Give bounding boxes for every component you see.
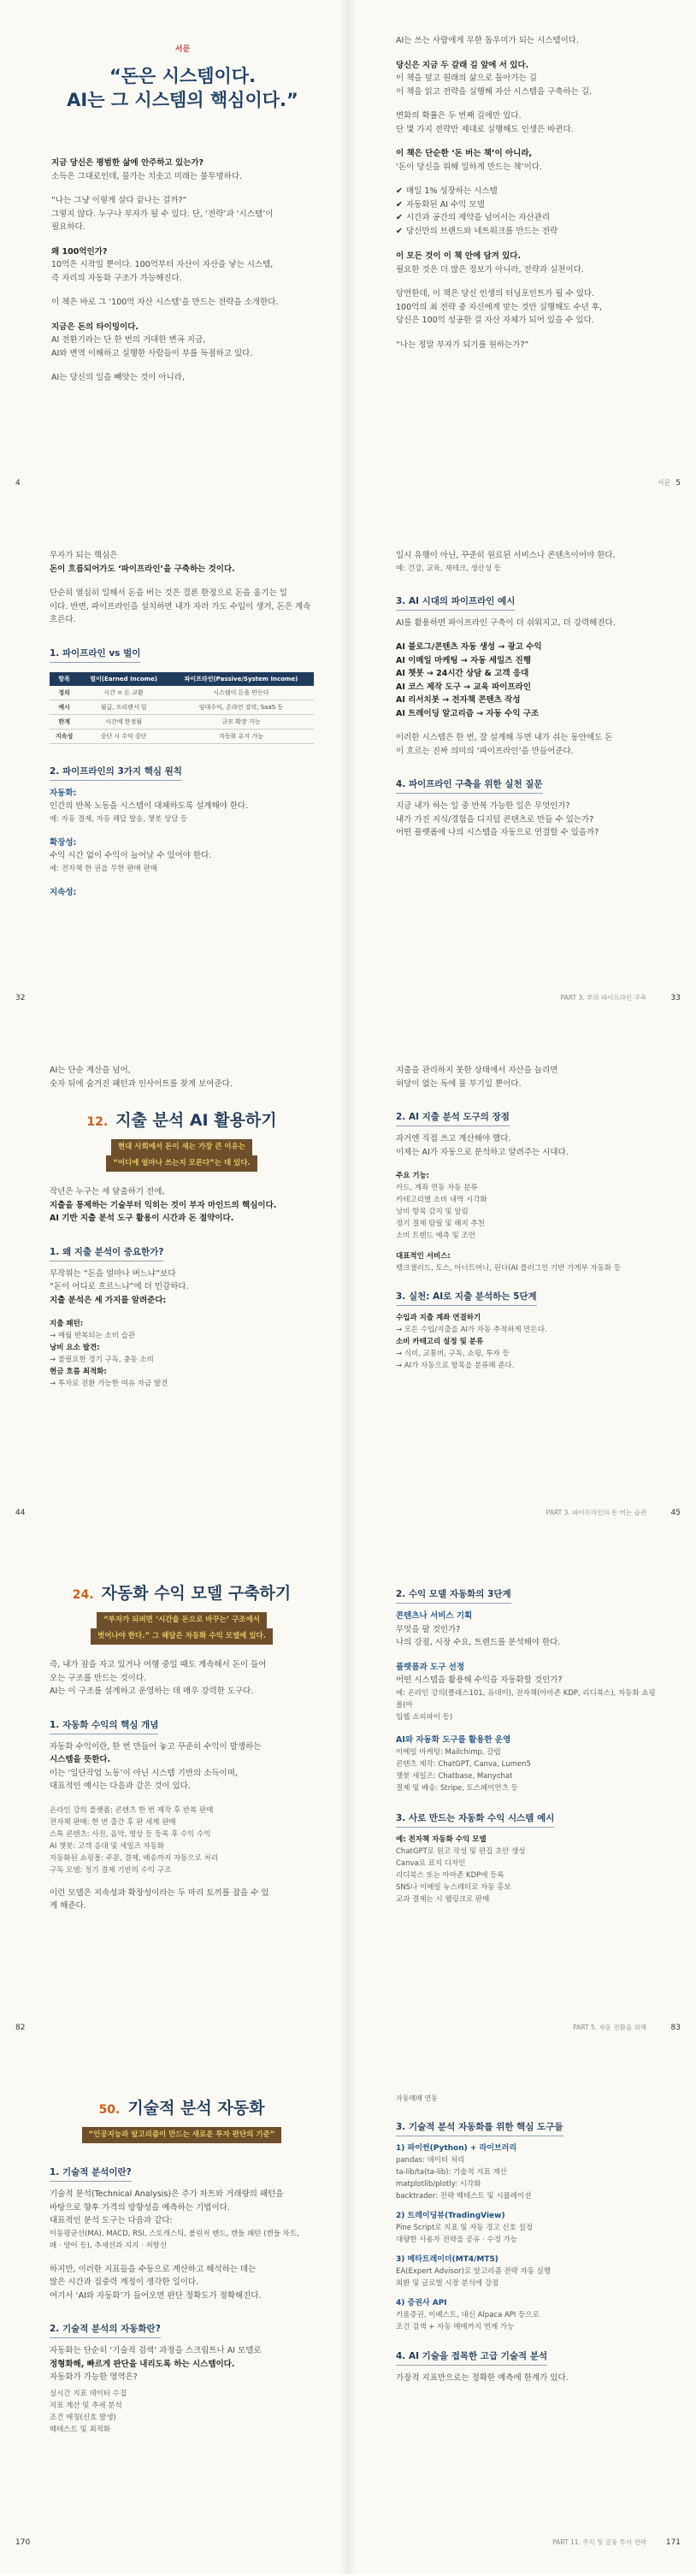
tool-list: 3) 메타트레이더(MT4/MT5) EA(Expert Advisor)로 알고리즘 전략 자동 실행 외환 및 글로벌 시장 분석에 강점 (396, 2255, 551, 2288)
table-row: 예시 월급, 프리랜서 일 임대수익, 온라인 강의, SaaS 등 (50, 700, 314, 714)
paragraph: AI는 쓰는 사람에게 무한 돕우미가 되는 시스템이다. (396, 36, 579, 45)
page-4 (0, 0, 348, 515)
page-number: 33 (670, 994, 681, 1002)
table-row: 한계 시간에 한정됨 규모 확장 가능 (50, 714, 314, 729)
section-heading: 1. 자동화 수익의 핵심 개념 (50, 1718, 158, 1734)
paragraph: 지속성: (50, 887, 77, 897)
page-number: 171 (665, 2538, 681, 2547)
paragraph: AI는 당신의 일을 빼앗는 것이 아니라, (51, 373, 185, 382)
running-header: PART 3. 파이프라인의 돈 버는 습관 (546, 1509, 646, 1516)
paragraph: 이러한 시스템은 한 번, 잘 설계해 두면 내가 쉬는 동안에도 돈 이 흐르는 진짜 의미의 ‘파이프라인’을 만들어준다. (396, 733, 613, 756)
tool-list: 1) 파이썬(Python) + 라이브러리 pandas: 데이터 처리 ta-lib/ta(ta-lib): 기술적 지표 계산 matplotlib/plotly: 시각화 backtrader: 전략 백테스트 및 시뮬레이션 (396, 2144, 532, 2201)
paragraph: 자동화 수익이란, 한 번 만들어 놓고 꾸준히 수익이 발생하는 시스템을 뜻한다. 이는 ‘일단작업 노동’이 아닌 시스템 기반의 소득이며, 대표적인 예시는 다음과 같은 것이 있다. (50, 1741, 262, 1791)
chapter-title: 50. 기술적 분석 자동화 (98, 2099, 265, 2118)
list-item: ✔ 매일 1% 성장하는 시스템 (396, 186, 498, 196)
section-heading: 2. 파이프라인의 3가지 핵심 원칙 (50, 765, 182, 781)
feature-list: 주요 기능: 카드, 계좌 연동 자동 분류 카테고리별 소비 내역 시각화 낭비 항목 감지 및 알림 정기 결제 탐필 및 해지 추천 소비 트렌드 예측 및 조언 (396, 1172, 487, 1240)
section-heading: 2. AI 지출 분석 도구의 장점 (396, 1110, 510, 1126)
item-list: 실시간 지표 데이터 수집 지표 계산 및 추세 분석 조건 매칭(신호 발생) 백테스트 및 최적화 (50, 2389, 127, 2434)
preface-label: 서문 (174, 45, 191, 54)
paragraph: 무작위는 “돈을 얼마나 버느냐”보다 “돈이 어디로 흐르느냐”에 더 민감하다. 지출 분석은 세 가지를 알려준다: (50, 1268, 189, 1305)
page-number: 45 (670, 1509, 681, 1517)
paragraph: 당연한데, 이 책은 당신 인생의 터닝포인트가 될 수 있다. 100억의 최 전략 중 자신에게 맞는 것만 실행해도 수년 후, 당신은 100억 성공한 걸 자산 자체가 되어 있을 수 있다. (396, 289, 603, 325)
page-82 (0, 1545, 348, 2059)
paragraph: 이 모든 것이 이 책 안에 담겨 있다. 필요한 것은 더 많은 정보가 아니라, 전략과 실천이다. (396, 251, 584, 275)
paragraph: 자동화: 인간의 반복 노동을 시스템이 대체하도록 설계해야 한다. 예: 자동 결제, 자동 해답 발송, 챗봇 상담 등 (50, 788, 249, 824)
chapter-title: 12. 지출 분석 AI 활용하기 (86, 1111, 277, 1130)
chapter-banner: “인공지능과 알고리즘이 만드는 새로운 투자 판단의 기준” (50, 2127, 314, 2143)
example-list: 예: 전자책 자동화 수익 모델 ChatGPT로 원고 작성 및 편집 초안 생성 Canva로 표지 디자인 리디북스 또는 아마존 KDP에 등록 SNS나 이메일 뉴스레터로 자동 홍보 교과 결제는 시 웹링크로 판매 (396, 1835, 526, 1904)
paragraph: “나는 그냥 이렇게 살다 끝나는 걸까?” 그렇지 않다. 누구나 부자가 될 수 있다. 단, ‘전략’과 ‘시스템’이 필요하다. (51, 196, 274, 232)
check-icon: ✔ (396, 213, 403, 222)
paragraph: 단순히 열심히 일해서 돈을 버는 것은 결론 한정으로 돈을 움기는 일 이다. 반면, 파이프라인을 설치하면 내가 자러 가도 수입이 생겨, 돈은 계속 흐른다. (50, 588, 311, 624)
chapter-title: 24. 자동화 수익 모델 구축하기 (72, 1584, 292, 1603)
tool-list: 4) 증권사 API 키움증권, 이베스트, 대신 Alpaca API 등으로 조건 검색 + 자동 매매까지 연계 가능 (396, 2299, 540, 2331)
chapter-banner: 현대 사회에서 돈이 새는 가장 큰 이유는 “어디에 얼마나 쓰는지 모른다”는 데 있다. (50, 1139, 314, 1172)
check-icon: ✔ (396, 186, 403, 196)
paragraph: 이런 모델은 지속성과 확장성이라는 두 마리 토끼를 잡을 수 있 게 해준다. (50, 1888, 269, 1911)
list-item: ✔ 당신만의 브랜드와 네트워크를 만드는 전략 (396, 226, 558, 236)
paragraph: 지금 당신은 평범한 삶에 안주하고 있는가? 소득은 그대로인데, 물가는 치솟고 미래는 불투명하다. (51, 158, 243, 181)
item-list: 지출 패턴: → 매월 반복되는 소비 습관 낭비 요소 발견: → 불필요한 정기 구독, 충동 소비 현금 흐름 최적화: → 투자로 전환 가능한 여유 자금 발견 (50, 1320, 168, 1388)
page-45 (348, 1030, 696, 1545)
paragraph: 기술적 분석(Technical Analysis)은 주가 차트와 거래량의 패턴을 바탕으로 향후 가격의 방향성을 예측하는 기법이다. 대표적인 분석 도구는 다음과 같다: 이동평균선(MA), MACD, RSI, 스토캐스틱, 볼린저 밴드, 캔들 패턴 (캔들 차트, 패 · 양어 등), 추세선과 지지 · 저항선 (50, 2189, 299, 2250)
spread-spending (0, 1030, 696, 1545)
page-32 (0, 515, 348, 1030)
paragraph: 과거엔 직접 쓰고 계산해야 했다. 이제는 AI가 자동으로 분석하고 알려주는 시대다. (396, 1134, 569, 1157)
table-row: 정의 시간 = 돈 교환 시스템이 돈을 만든다 (50, 686, 314, 700)
paragraph: 플랫폼과 도구 선정 어떤 시스템을 활용해 수익을 자동화할 것인가? 예: 온라인 강의(클래스101, 유데미), 전자책(아마존 KDP, 리디북스), 자동화 쇼핑몰(아 임웹 쇼피파이 등) (396, 1662, 656, 1722)
page-number: 32 (15, 994, 26, 1002)
chapter-banner: “부자가 되려면 ‘시간을 돈으로 바꾸는’ 구조에서 벗어나야 한다.” 그 해답은 자동화 수익 모델에 있다. (50, 1612, 314, 1645)
section-heading: 3. AI 시대의 파이프라인 예시 (396, 594, 515, 611)
spread-pipeline (0, 515, 696, 1030)
page-83 (348, 1545, 696, 2059)
paragraph: 무자가 되는 핵심은 돈이 흐름되어가도 ‘파이프라인’을 구축하는 것이다. (50, 551, 235, 574)
comparison-table (50, 672, 314, 744)
paragraph: 이 책은 바로 그 ‘100억 자산 시스템’을 만드는 전략을 소개한다. (51, 298, 279, 307)
paragraph: 확장성: 수익 시간 없이 수익이 늘어날 수 있어야 한다. 예: 전자책 한 권을 무한 판매 판매 (50, 837, 212, 873)
paragraph: 일시 유행이 아닌, 꾸준히 원료된 서비스나 콘텐츠이어야 한다. 예: 건강, 교육, 재테크, 생산성 등 (396, 551, 616, 573)
page-number: 4 (15, 479, 21, 487)
page-44 (0, 1030, 348, 1545)
paragraph: 변화의 확률은 두 번째 길에만 있다. 단 몇 가지 전략만 제대로 실행해도 인생은 바뀐다. (396, 111, 574, 134)
example-list: AI 블로그/콘텐츠 자동 생성 → 광고 수익 AI 이메일 마케팅 → 자동 세일즈 진행 AI 챗봇 → 24시간 상담 & 고객 응대 AI 코스 제작 도구 → 교육 파이프라인 AI 리서치봇 → 전자책 콘텐츠 작성 AI 트레이딩 알고리즘 → 자동 수익 구조 (396, 642, 542, 718)
page-171 (348, 2059, 696, 2574)
list-item: ✔ 시간과 공간의 제약을 넘어서는 자산관리 (396, 213, 551, 222)
paragraph: AI는 단순 계산을 넘어, 숫자 뒤에 숨겨진 패턴과 인사이트를 찾게 보여준다. (50, 1066, 233, 1089)
section-heading: 4. 파이프라인 구축을 위한 실천 질문 (396, 777, 543, 794)
page-number: 83 (670, 2024, 681, 2032)
page-5 (348, 0, 696, 515)
top-caption: 자동매매 연동 (396, 2094, 438, 2102)
running-header: PART 3. 부의 파이프라인 구축 (560, 994, 646, 1001)
paragraph: 작년은 누구는 세 달출하기 전에, 지출을 통제하는 기술부터 익히는 것이 부자 마인드의 핵심이다. AI 기반 지출 분석 도구 활용이 시간과 돈 절약이다. (50, 1187, 277, 1223)
section-heading: 1. 기술적 분석이란? (50, 2165, 132, 2182)
page-33 (348, 515, 696, 1030)
example-list: 온라인 강의 플랫폼: 콘텐츠 한 번 제작 후 반복 판매 전자책 판매: 한 번 출간 후 판 세계 판매 스톡 콘텐츠: 사진, 음악, 영상 등 등록 후 수익 수익 AI 챗봇: 고객 응대 및 세일즈 자동화 자동화된 쇼핑몰: 주문, 결제, 배송까지 자동으로 처리 구독 모델: 정기 결제 기반의 수익 구조 (50, 1805, 218, 1875)
paragraph: 지금 내가 하는 일 중 반복 가능한 일은 무엇인가? 내가 가진 지식/경험을 디지털 콘텐츠로 만들 수 있는가? 어떤 플랫폼에 나의 시스템을 자동으로 연결할 수 있을까? (396, 801, 599, 837)
section-heading: 1. 왜 지출 분석이 중요한가? (50, 1245, 163, 1261)
section-heading: 3. 사로 만드는 자동화 수익 시스템 예시 (396, 1811, 554, 1828)
section-heading: 3. 실천: AI로 지출 분석하는 5단계 (396, 1290, 537, 1306)
page-number: 44 (15, 1509, 26, 1517)
paragraph: 자동화는 단순히 ‘기술적 검색’ 과정을 스크립트나 AI 모델로 정형화해, 빠르게 판단을 내리도록 하는 시스템이다. 자동화가 가능한 영역은? (50, 2346, 262, 2382)
section-heading: 1. 파이프라인 vs 벌이 (50, 647, 140, 663)
check-icon: ✔ (396, 226, 403, 236)
page-number: 82 (15, 2024, 26, 2032)
running-header: PART 11. 주식 및 금융 투자 전략 (552, 2538, 646, 2546)
paragraph: 당신은 지금 두 갈래 길 앞에 서 있다. 이 책을 덮고 원래의 삶으로 돌아가는 길 이 책을 읽고 전략을 실행해 자산 시스템을 구축하는 길. (396, 60, 593, 97)
page-170 (0, 2059, 348, 2574)
paragraph: 지금은 돈의 타이밍이다. AI 전환기라는 단 한 번의 거대한 변곡 지금, AI와 변역 이해하고 실행한 사람들이 부를 독점하고 있다. (51, 322, 253, 358)
section-heading: 3. 기술적 분석 자동화를 위한 핵심 도구들 (396, 2120, 563, 2136)
table-row: 지속성 중단 시 수익 중단 자동화 유지 가능 (50, 729, 314, 743)
spread-preface (0, 0, 696, 515)
paragraph: 하지만, 이러한 지표들을 수동으로 계산하고 해석하는 데는 많은 시간과 집중력 계정이 생각한 일이다. 여기서 ‘AI와 자동화’가 들어오면 판단 정확도가 정확해진다. (50, 2264, 262, 2301)
tool-list: 2) 트레이딩뷰(TradingView) Pine Script로 지표 및 자동 경고 신호 설정 대량한 사용자 전략을 공유 · 수정 가능 (396, 2212, 534, 2244)
paragraph: “나는 정말 부자가 되기를 원하는가?” (396, 340, 529, 350)
paragraph: 지출을 관리하지 못한 상태에서 자산을 늘리면 허당이 없는 독에 물 부기일 뿐이다. (396, 1066, 558, 1089)
page-number: 170 (15, 2538, 31, 2547)
service-list: 대표적인 서비스: 뱅크샐러드, 토스, 아너트머니, 핀다(AI 플러그인 기반 가계부 자동화 등 (396, 1252, 622, 1273)
spread-automation (0, 1545, 696, 2059)
list-item: ✔ 자동화된 AI 수익 모델 (396, 199, 485, 210)
tool-list: AI와 자동화 도구를 활용한 운영 이메일 마케팅: Mailchimp, 갈럽 콘텐츠 제작: ChatGPT, Canva, Lumen5 챗봇 세일즈: Chatbase, Manychat 결제 및 배송: Stripe, 토스페이먼츠 등 (396, 1734, 531, 1793)
section-heading: 4. AI 기술을 접목한 고급 기술적 분석 (396, 2349, 547, 2366)
section-heading: 2. 수익 모델 자동화의 3단계 (396, 1587, 511, 1604)
preface-title: “돈은 시스템이다. AI는 그 시스템의 핵심이다.” (67, 66, 298, 110)
table-header-row: 항목 벌이(Earned Income) 파이프라인(Passive/System Income) (50, 672, 314, 686)
paragraph: AI를 활용하면 파이프라인 구축이 더 쉬워지고, 더 강력해진다. (396, 617, 616, 628)
spread-technical-analysis (0, 2059, 696, 2574)
check-icon: ✔ (396, 199, 403, 210)
paragraph: 왜 100억인가? 10억은 시작일 뿐이다. 100억부터 자산이 자산을 낳는 시스템, 즉 자리의 자동화 구조가 가능해진다. (51, 246, 274, 283)
section-heading: 2. 기술적 분석의 자동화란? (50, 2322, 161, 2338)
page-number: 서문 5 (657, 479, 681, 487)
paragraph: 콘텐츠나 서비스 기획 무엇을 팔 것인가? 나의 강점, 시장 수요, 트렌드를 분석해야 한다. (396, 1611, 561, 1647)
paragraph: 이 책은 단순한 ‘돈 버는 책’이 아니라, ‘돈이 당신을 위해 일하게 만드는 책’이다. (396, 149, 542, 172)
paragraph: 즉, 내가 잠을 자고 있거나 여행 중일 때도 계속해서 돈이 들어 오는 구조를 만드는 것이다. AI는 이 구조를 설계하고 운영하는 데 매우 강력한 도구다. (50, 1660, 267, 1696)
checklist (396, 185, 658, 238)
running-header: PART 5. 자동 전환을 위해 (573, 2024, 646, 2031)
step-list: 수입과 지출 계좌 연결하기 → 모든 수입/지출을 AI가 자동 추적하게 만든다. 소비 카테고리 설정 및 분류 → 식비, 교통비, 구독, 쇼핑, 투자 등 → AI가 자동으로 항목을 분류해 준다. (396, 1314, 547, 1370)
paragraph: 가장적 지표만으로는 정확한 예측에 한계가 있다. (396, 2373, 569, 2383)
